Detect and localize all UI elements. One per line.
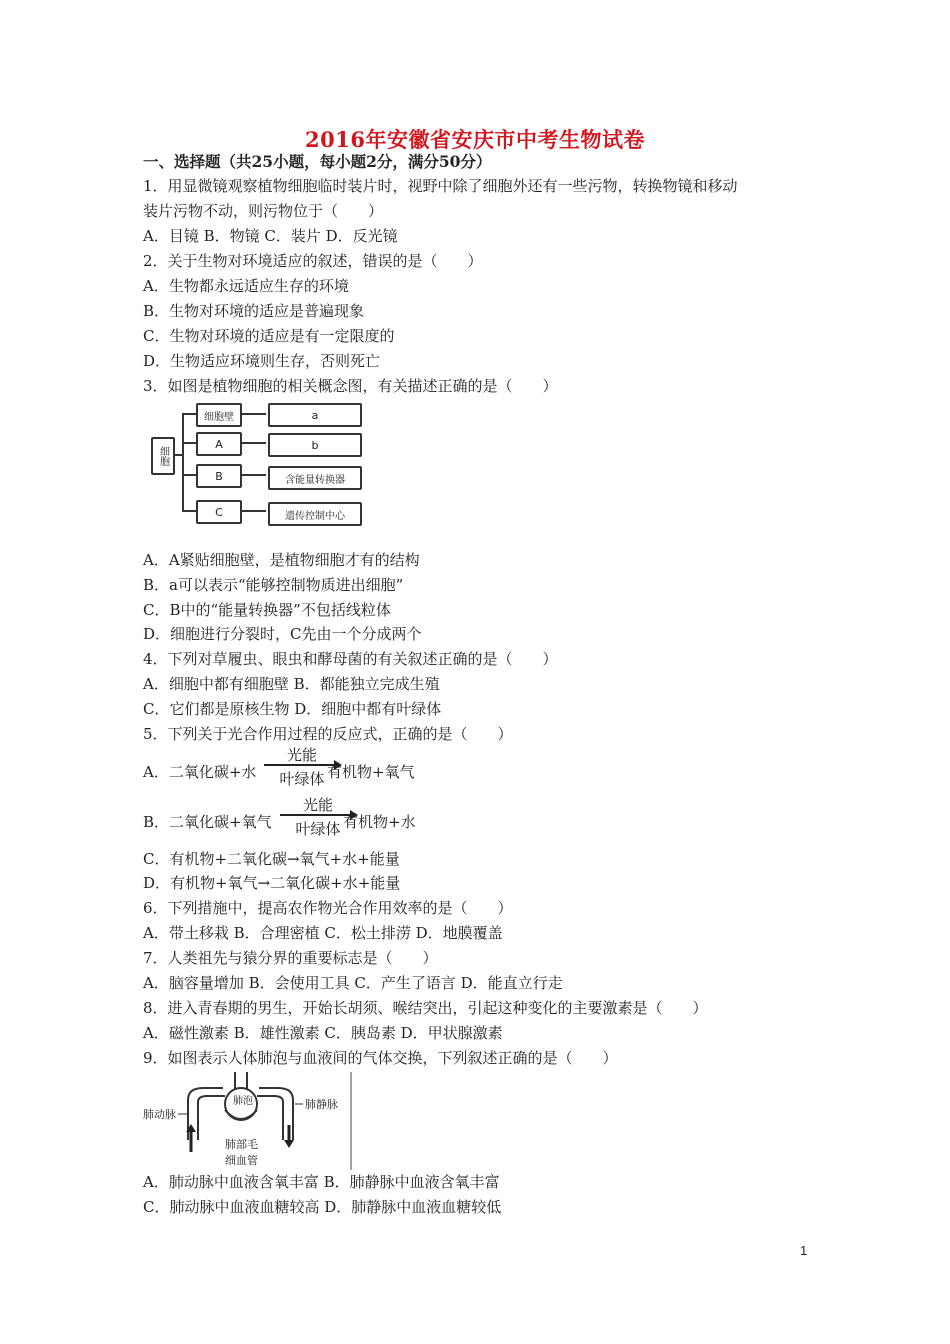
q2-option-d: D．生物适应环境则生存，否则死亡	[143, 352, 381, 370]
q5-option-b-right: 有机物+水	[343, 813, 416, 831]
concept-box-genetic-center: 遗传控制中心	[268, 502, 362, 526]
arrow-label-light: 光能	[302, 796, 333, 814]
label-capillary-line2: 细血管	[225, 1154, 258, 1167]
q6-options: A．带土移栽 B．合理密植 C．松土排涝 D．地膜覆盖	[143, 924, 503, 942]
q8-stem: 8．进入青春期的男生，开始长胡须、喉结突出，引起这种变化的主要激素是（ ）	[143, 999, 708, 1017]
alveolus-gas-exchange-diagram	[143, 1070, 353, 1170]
q5-option-a-left: A．二氧化碳+水	[143, 763, 257, 781]
q1-stem-line2: 装片污物不动，则污物位于（ ）	[143, 202, 384, 220]
q9-options-cd: C．肺动脉中血液血糖较高 D．肺静脉中血液血糖较低	[143, 1198, 502, 1216]
q7-stem: 7．人类祖先与猿分界的重要标志是（ ）	[143, 949, 438, 967]
label-capillary-line1: 肺部毛	[225, 1138, 258, 1151]
q6-stem: 6．下列措施中，提高农作物光合作用效率的是（ ）	[143, 899, 513, 917]
q5-option-c: C．有机物+二氧化碳→氧气+水+能量	[143, 850, 400, 868]
concept-root-box: 细胞	[151, 437, 175, 475]
concept-box-a: A	[196, 432, 242, 456]
q4-options-ab: A．细胞中都有细胞壁 B．都能独立完成生殖	[143, 675, 440, 693]
q3-option-b: B．a可以表示“能够控制物质进出细胞”	[143, 576, 404, 594]
q5-option-d: D．有机物+氧气→二氧化碳+水+能量	[143, 874, 401, 892]
concept-box-energy-converter: 含能量转换器	[268, 466, 362, 490]
q3-stem: 3．如图是植物细胞的相关概念图，有关描述正确的是（ ）	[143, 377, 558, 395]
q3-option-c: C．B中的“能量转换器”不包括线粒体	[143, 601, 391, 619]
q9-stem: 9．如图表示人体肺泡与血液间的气体交换，下列叙述正确的是（ ）	[143, 1049, 618, 1067]
q8-options: A．磁性激素 B．雄性激素 C．胰岛素 D．甲状腺激素	[143, 1024, 503, 1042]
section-heading: 一、选择题（共25小题，每小题2分，满分50分）	[143, 152, 492, 171]
q3-option-a: A．A紧贴细胞壁，是植物细胞才有的结构	[143, 551, 420, 569]
arrow-label-light: 光能	[286, 746, 317, 764]
label-pulmonary-vein: 肺静脉	[305, 1098, 338, 1111]
concept-box-small-b: b	[268, 433, 362, 457]
q3-option-d: D．细胞进行分裂时，C先由一个分成两个	[143, 625, 422, 643]
q1-stem-line1: 1．用显微镜观察植物细胞临时装片时，视野中除了细胞外还有一些污物，转换物镜和移动	[143, 177, 738, 195]
q2-option-b: B．生物对环境的适应是普遍现象	[143, 302, 365, 320]
q5-stem: 5．下列关于光合作用过程的反应式，正确的是（ ）	[143, 725, 513, 743]
q9-options-ab: A．肺动脉中血液含氧丰富 B．肺静脉中血液含氧丰富	[143, 1173, 500, 1191]
concept-box-b: B	[196, 464, 242, 488]
label-alveolus: 肺泡	[233, 1096, 253, 1107]
q2-stem: 2．关于生物对环境适应的叙述，错误的是（ ）	[143, 252, 483, 270]
page-title: 2016年安徽省安庆市中考生物试卷	[305, 127, 645, 152]
q7-options: A．脑容量增加 B．会使用工具 C．产生了语言 D．能直立行走	[143, 974, 563, 992]
arrow-label-chloroplast: 叶绿体	[295, 820, 341, 838]
q1-options: A．目镜 B．物镜 C．装片 D．反光镜	[143, 227, 398, 245]
concept-box-cell-wall: 细胞壁	[196, 403, 242, 427]
q5-option-a-right: 有机物+氧气	[327, 763, 415, 781]
q4-options-cd: C．它们都是原核生物 D．细胞中都有叶绿体	[143, 700, 442, 718]
cell-concept-map	[147, 400, 377, 530]
label-pulmonary-artery: 肺动脉	[143, 1108, 176, 1121]
q2-option-a: A．生物都永远适应生存的环境	[143, 277, 349, 295]
arrow-label-chloroplast: 叶绿体	[279, 770, 325, 788]
page-number: 1	[800, 1243, 808, 1258]
q4-stem: 4．下列对草履虫、眼虫和酵母菌的有关叙述正确的是（ ）	[143, 650, 558, 668]
concept-box-small-a: a	[268, 403, 362, 427]
q5-option-b-left: B．二氧化碳+氧气	[143, 813, 272, 831]
concept-box-c: C	[196, 500, 242, 524]
q2-option-c: C．生物对环境的适应是有一定限度的	[143, 327, 395, 345]
